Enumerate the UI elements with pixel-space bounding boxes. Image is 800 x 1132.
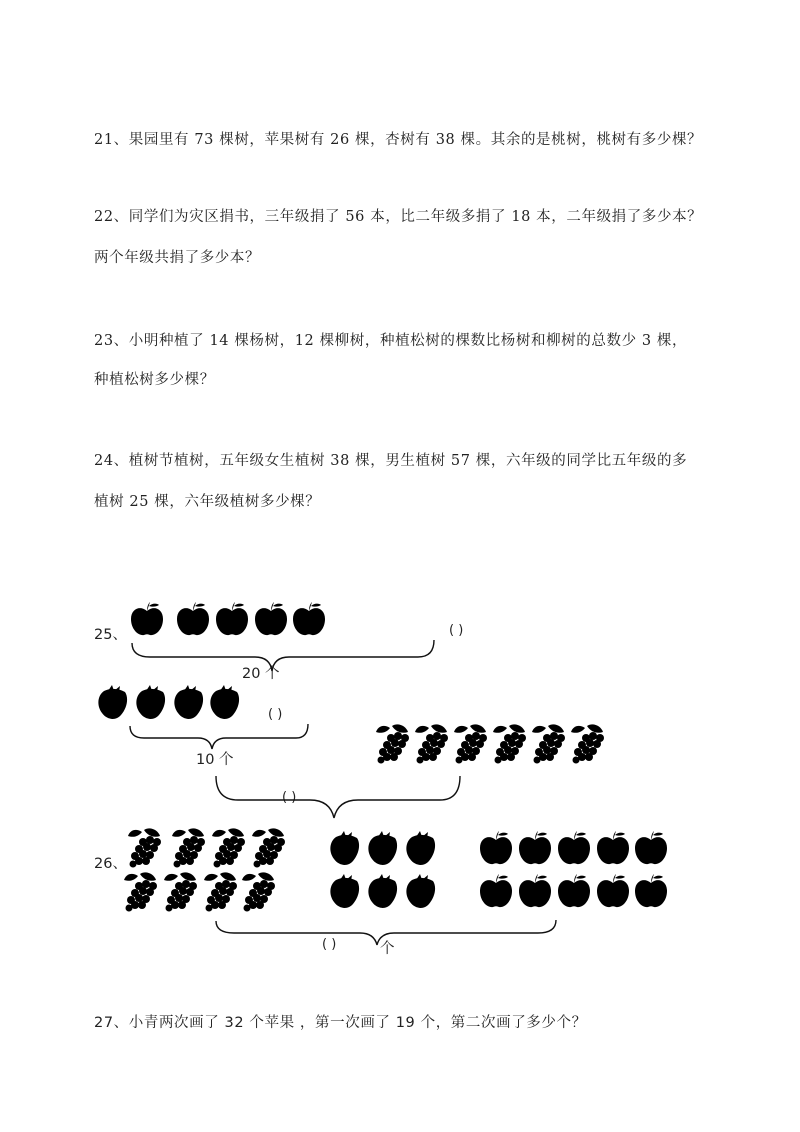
apple-total-label: 20 个 (242, 666, 280, 682)
grapes-icon (532, 724, 565, 763)
combined-count-blank: ( ) (282, 790, 297, 805)
grapes-icon (571, 724, 604, 763)
strawberry-icon (368, 831, 397, 865)
strawberry-icon (330, 831, 359, 865)
apple-icon (177, 602, 209, 635)
question-23-line-2: 种植松树多少棵？ (94, 372, 215, 388)
grapes-icon (212, 828, 245, 867)
apple-icon (480, 874, 512, 907)
grapes-icon (376, 724, 409, 763)
question-23-line-1: 23、小明种植了 14 棵杨树，12 棵柳树，种植松树的棵数比杨树和柳树的总数少 3 棵， (94, 333, 688, 349)
strawberry-icon (98, 685, 127, 719)
grapes-icon (128, 828, 161, 867)
question-24-line-2: 植树 25 棵，六年级植树多少棵？ (94, 494, 321, 510)
apple-icon (597, 874, 629, 907)
grapes-icon (124, 872, 157, 911)
grapes-icon (204, 872, 237, 911)
strawberry-icon (330, 874, 359, 908)
strawberry-icon (368, 874, 397, 908)
total-count-unit: 个 (380, 941, 395, 957)
grapes-icon (415, 724, 448, 763)
apple-icon (558, 831, 590, 864)
strawberry-total-label: 10 个 (196, 752, 234, 768)
question-27: 27、小青两次画了 32 个苹果 ，第一次画了 19 个，第二次画了多少个？ (94, 1015, 587, 1031)
apple-icon (635, 874, 667, 907)
strawberry-icon (136, 685, 165, 719)
apple-icon (635, 831, 667, 864)
question-24-line-1: 24、植树节植树，五年级女生植树 38 棵，男生植树 57 棵，六年级的同学比五年级的多 (94, 453, 688, 469)
question-22-line-1: 22、同学们为灾区捐书，三年级捐了 56 本，比二年级多捐了 18 本，二年级捐了多少本？ (94, 209, 703, 225)
strawberry-icon (174, 685, 203, 719)
total-count-blank: ( ) (322, 937, 337, 952)
question-22-line-2: 两个年级共捐了多少本？ (94, 250, 261, 266)
strawberry-icon (406, 874, 435, 908)
question-26-number: 26、 (94, 856, 127, 872)
apple-icon (131, 602, 163, 635)
apple-icon (519, 874, 551, 907)
apple-count-blank: ( ) (449, 623, 464, 638)
apple-icon (558, 874, 590, 907)
apple-icon (255, 602, 287, 635)
strawberry-icon (210, 685, 239, 719)
apple-icon (216, 602, 248, 635)
apple-icon (597, 831, 629, 864)
grapes-icon (454, 724, 487, 763)
grapes-icon (493, 724, 526, 763)
grapes-icon (172, 828, 205, 867)
apple-icon (293, 602, 325, 635)
apple-icon (519, 831, 551, 864)
grapes-icon (252, 828, 285, 867)
grapes-icon (242, 872, 275, 911)
grapes-icon (164, 872, 197, 911)
strawberry-count-blank: ( ) (268, 707, 283, 722)
question-21: 21、果园里有 73 棵树，苹果树有 26 棵，杏树有 38 棵。其余的是桃树，桃树有多少棵？ (94, 132, 703, 148)
question-25-number: 25、 (94, 627, 127, 643)
strawberry-icon (406, 831, 435, 865)
apple-icon (480, 831, 512, 864)
